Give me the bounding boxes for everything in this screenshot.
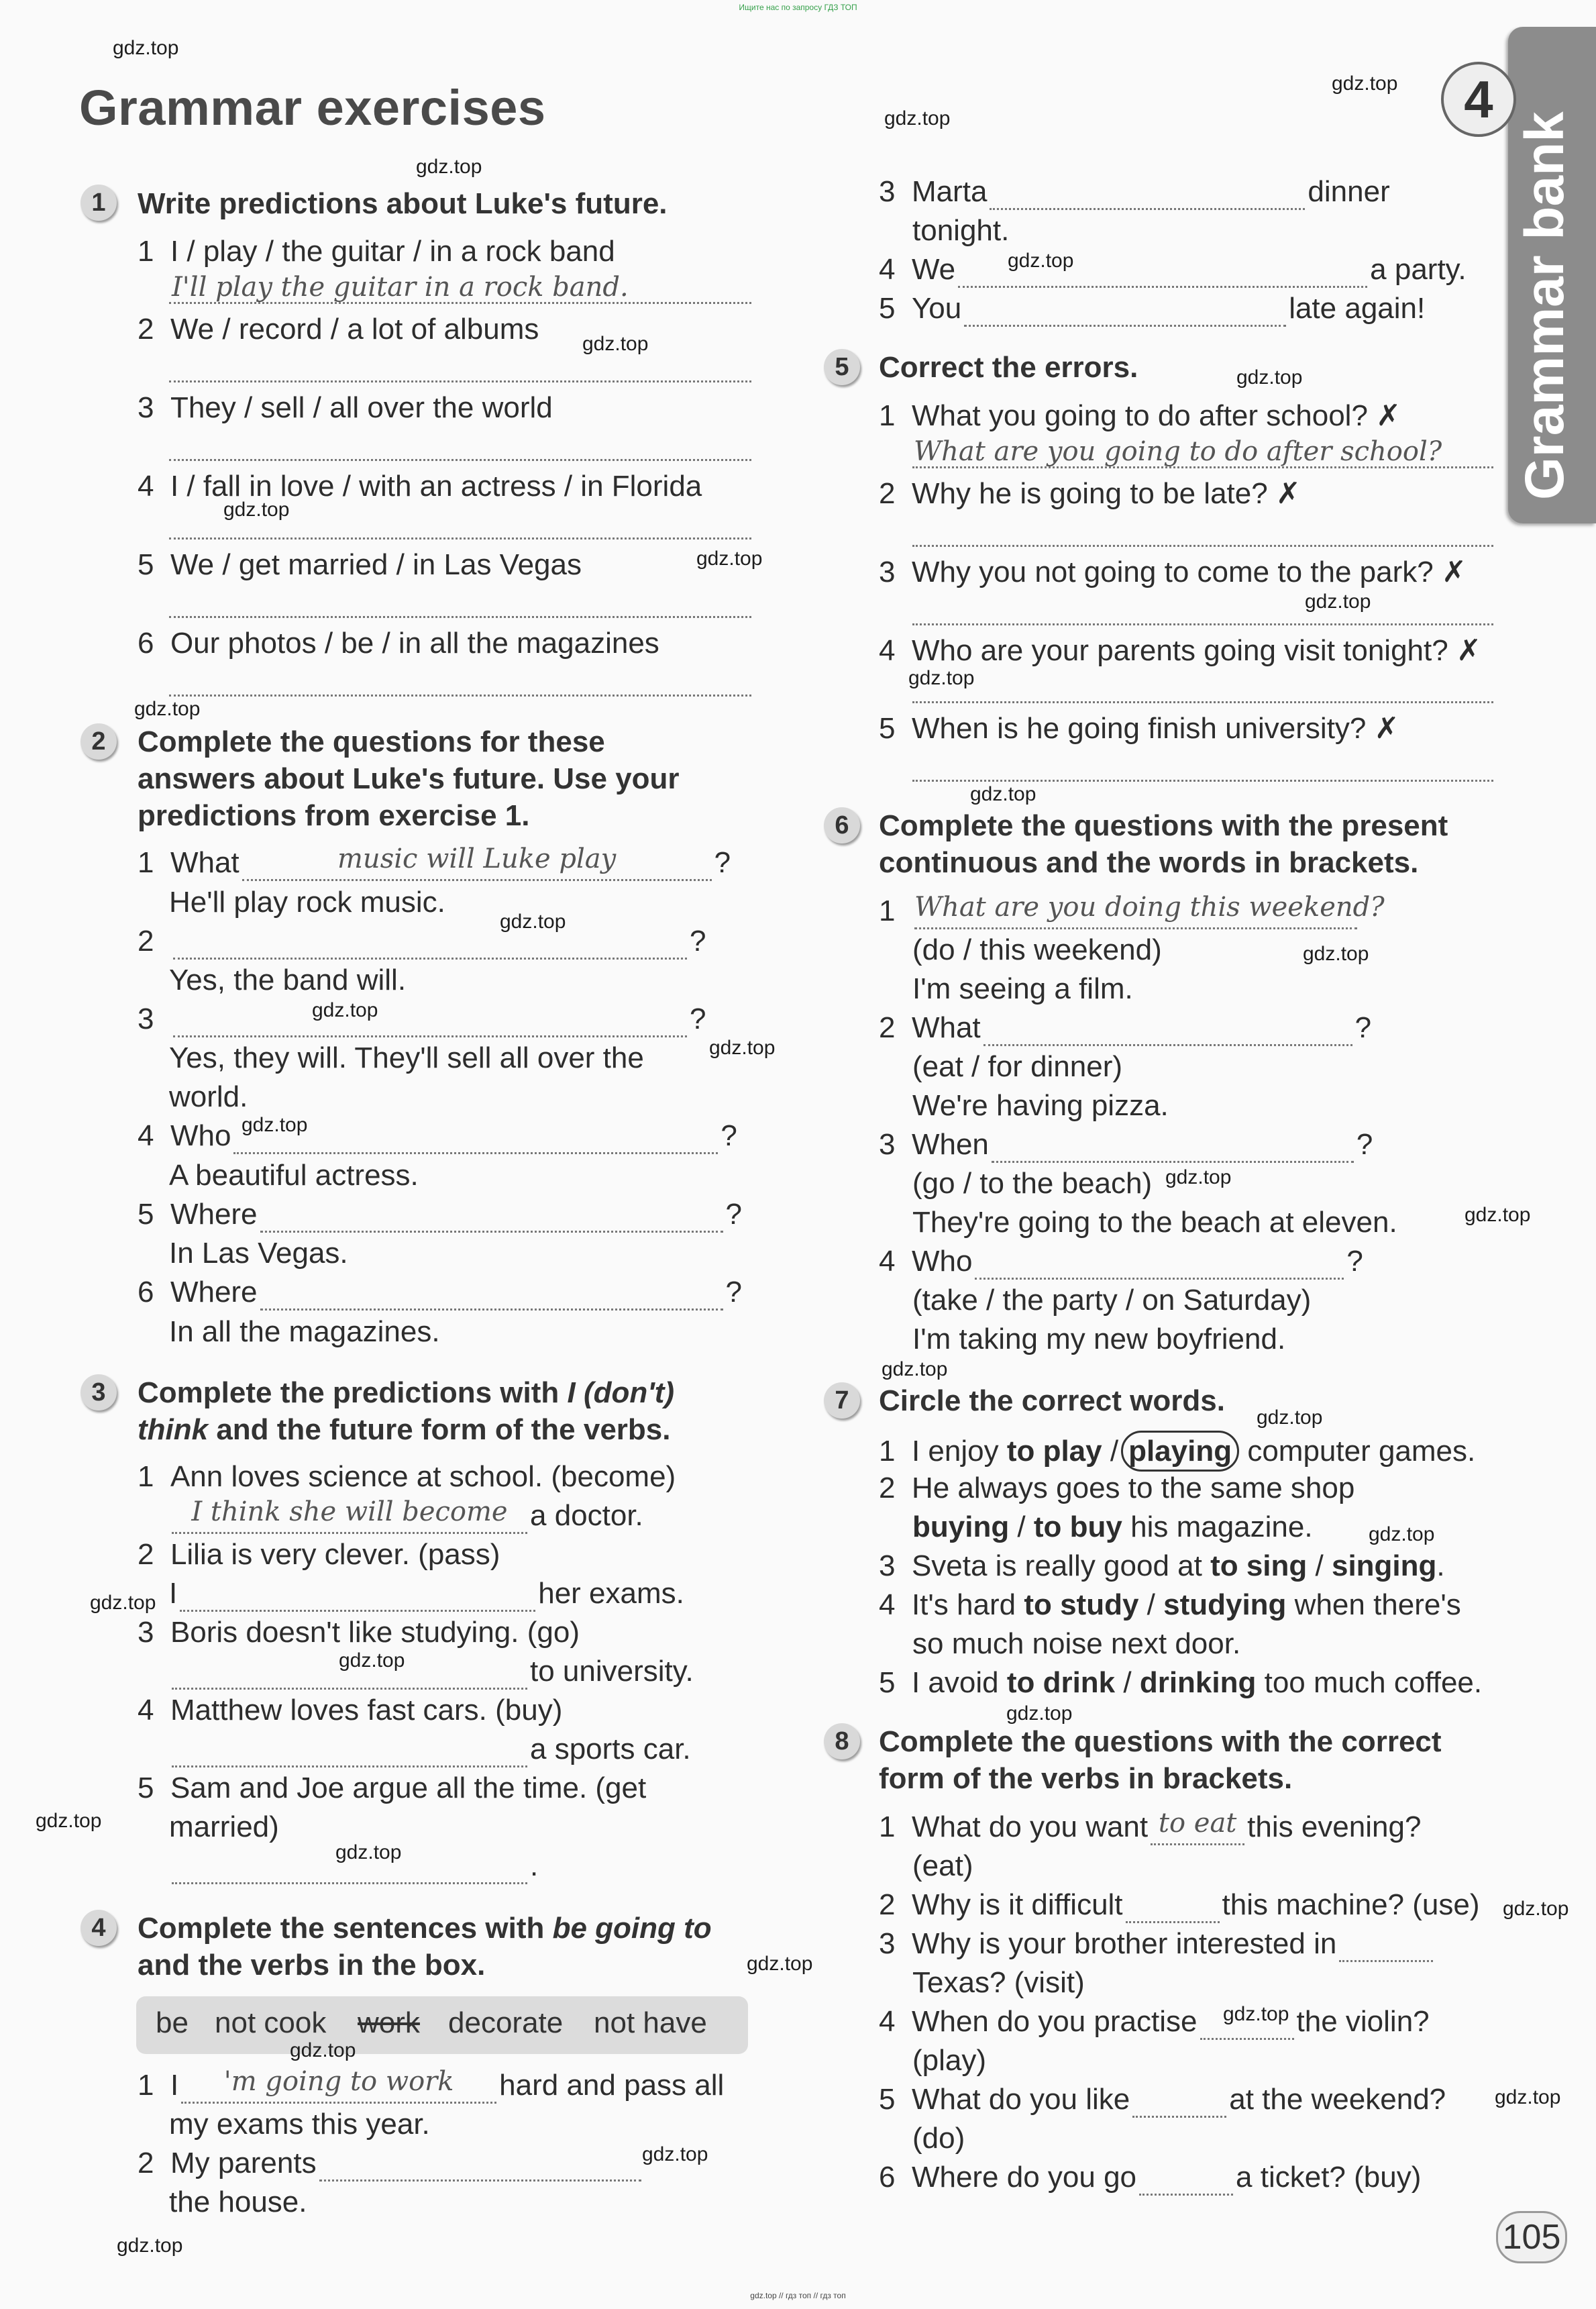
answer-line[interactable] bbox=[172, 1739, 527, 1767]
ex8-verb-1: (eat) bbox=[912, 1849, 973, 1882]
answer-line[interactable] bbox=[169, 536, 751, 540]
watermark: gdz.top bbox=[1369, 1523, 1435, 1545]
ex8-answer-1: to eat bbox=[1158, 1808, 1237, 1839]
option[interactable]: singing bbox=[1331, 1549, 1437, 1582]
bottom-note: gdz.top // гдз топ // гдз топ bbox=[750, 2291, 846, 2300]
ex7-item-5: 5 I avoid to drink / drinking too much coffee. bbox=[879, 1666, 1483, 1699]
ex3-answer-row-3: to university. bbox=[169, 1653, 694, 1690]
ex2-item-3: 3 ? bbox=[138, 1000, 706, 1037]
option[interactable]: to drink bbox=[1006, 1666, 1116, 1699]
ex4-item-2: 2 My parents bbox=[138, 2145, 644, 2182]
watermark: gdz.top bbox=[696, 548, 763, 570]
watermark: gdz.top bbox=[500, 911, 566, 933]
ex6-answer-1: What are you doing this weekend? bbox=[914, 892, 1385, 923]
watermark: gdz.top bbox=[1006, 1702, 1073, 1725]
ex2-answer-1: music will Luke play bbox=[337, 843, 617, 874]
ex4-heading-line2: and the verbs in the box. bbox=[138, 1949, 486, 1982]
ex2-item-5: 5 Where ? bbox=[138, 1196, 742, 1233]
watermark: gdz.top bbox=[709, 1037, 776, 1059]
watermark: gdz.top bbox=[242, 1114, 308, 1136]
option[interactable]: to buy bbox=[1033, 1510, 1122, 1543]
ex7-item-1: 1 I enjoy to play / playing computer games. bbox=[879, 1431, 1475, 1472]
ex1-item-3: 3 They / sell / all over the world bbox=[138, 391, 553, 424]
option[interactable]: to sing bbox=[1210, 1549, 1308, 1582]
ex7-heading: Circle the correct words. bbox=[879, 1384, 1225, 1417]
watermark: gdz.top bbox=[339, 1649, 405, 1672]
ex1-item-6: 6 Our photos / be / in all the magazines bbox=[138, 627, 659, 660]
ex8-item-6: 6 Where do you go a ticket? (buy) bbox=[879, 2159, 1421, 2196]
ex6-number: 6 bbox=[824, 807, 860, 843]
answer-line[interactable] bbox=[992, 1134, 1354, 1163]
unit-number-badge: 4 bbox=[1441, 62, 1516, 137]
option[interactable]: to play bbox=[1006, 1435, 1102, 1468]
watermark: gdz.top bbox=[1223, 2003, 1289, 2025]
ex3-answer-row-4: a sports car. bbox=[169, 1731, 691, 1767]
answer-line[interactable] bbox=[1139, 2167, 1233, 2196]
answer-line[interactable] bbox=[173, 1009, 687, 1037]
ex7-item-3: 3 Sveta is really good at to sing / singing. bbox=[879, 1549, 1445, 1582]
answer-line[interactable] bbox=[912, 778, 1493, 782]
watermark: gdz.top bbox=[1008, 250, 1074, 272]
ex8-heading-line1: Complete the questions with the correct bbox=[879, 1725, 1442, 1758]
ex4-answer-1: 'm going to work bbox=[223, 2066, 454, 2097]
ex6-reply-1: I'm seeing a film. bbox=[912, 972, 1133, 1005]
ex6-hint-3: (go / to the beach) bbox=[912, 1167, 1153, 1200]
ex2-heading-line3: predictions from exercise 1. bbox=[138, 799, 530, 832]
ex8-heading-line2: form of the verbs in brackets. bbox=[879, 1762, 1293, 1795]
ex2-reply-4: A beautiful actress. bbox=[169, 1159, 419, 1192]
ex6-reply-4: I'm taking my new boyfriend. bbox=[912, 1323, 1286, 1355]
answer-line[interactable] bbox=[964, 298, 1286, 327]
ex2-reply-1: He'll play rock music. bbox=[169, 886, 445, 919]
ex8-verb-3: Texas? (visit) bbox=[912, 1966, 1085, 1999]
ex6-heading-line1: Complete the questions with the present bbox=[879, 809, 1448, 842]
watermark: gdz.top bbox=[1165, 1166, 1232, 1188]
answer-line[interactable] bbox=[169, 458, 751, 461]
ex1-answer-1: I'll play the guitar in a rock band. bbox=[172, 272, 629, 303]
ex3-heading-line2: think and the future form of the verbs. bbox=[138, 1413, 671, 1446]
ex7-number: 7 bbox=[824, 1382, 860, 1419]
ex4-item-4: 4 We a party. bbox=[879, 251, 1467, 288]
ex3-number: 3 bbox=[81, 1374, 117, 1410]
ex3-item-4: 4 Matthew loves fast cars. (buy) bbox=[138, 1694, 563, 1727]
word-box-item-used: work bbox=[358, 2006, 420, 2039]
ex8-item-4: 4 When do you practise the violin? bbox=[879, 2003, 1430, 2040]
watermark: gdz.top bbox=[970, 783, 1036, 805]
ex7-item-4: 4 It's hard to study / studying when there's bbox=[879, 1588, 1461, 1621]
answer-line[interactable] bbox=[180, 1583, 535, 1612]
watermark: gdz.top bbox=[1495, 2086, 1561, 2108]
answer-line[interactable] bbox=[169, 615, 751, 618]
ex1-item-1: 1 I / play / the guitar / in a rock band bbox=[138, 235, 615, 268]
watermark: gdz.top bbox=[882, 1358, 948, 1380]
ex4-item-5: 5 You late again! bbox=[879, 290, 1425, 327]
ex8-number: 8 bbox=[824, 1723, 860, 1759]
ex5-item-4: 4 Who are your parents going visit tonight? ✗ bbox=[879, 634, 1481, 667]
ex6-item-1: 1 What are you doing this weekend? bbox=[879, 892, 1360, 929]
page-number: 105 bbox=[1496, 2211, 1567, 2263]
ex3-answer-1: I think she will become bbox=[191, 1496, 508, 1527]
ex2-heading-line2: answers about Luke's future. Use your bbox=[138, 762, 680, 795]
ex5-heading: Correct the errors. bbox=[879, 351, 1138, 384]
ex4-number: 4 bbox=[81, 1910, 117, 1946]
watermark: gdz.top bbox=[747, 1953, 813, 1975]
ex5-item-5: 5 When is he going finish university? ✗ bbox=[879, 712, 1399, 745]
watermark: gdz.top bbox=[134, 698, 201, 720]
answer-line[interactable] bbox=[912, 700, 1493, 703]
watermark: gdz.top bbox=[1332, 72, 1398, 95]
watermark: gdz.top bbox=[335, 1841, 402, 1863]
ex6-hint-2: (eat / for dinner) bbox=[912, 1050, 1123, 1083]
ex5-item-3: 3 Why you not going to come to the park? ✗ bbox=[879, 556, 1467, 588]
ex5-answer-1: What are you going to do after school? bbox=[914, 436, 1442, 467]
ex6-reply-3: They're going to the beach at eleven. bbox=[912, 1206, 1397, 1239]
watermark: gdz.top bbox=[113, 37, 179, 59]
ex4-item-3-cont: tonight. bbox=[912, 214, 1010, 247]
watermark: gdz.top bbox=[416, 156, 482, 178]
ex2-item-6: 6 Where ? bbox=[138, 1274, 742, 1311]
ex3-item-5-cont: married) bbox=[169, 1810, 279, 1843]
ex3-answer-row-5: . bbox=[169, 1847, 538, 1884]
answer-line[interactable] bbox=[260, 1282, 723, 1311]
ex1-heading: Write predictions about Luke's future. bbox=[138, 187, 668, 220]
tab-label: Grammar bank bbox=[1514, 111, 1575, 500]
answer-line[interactable] bbox=[912, 544, 1493, 547]
ex8-item-5: 5 What do you like at the weekend? bbox=[879, 2081, 1446, 2118]
ex6-item-4: 4 Who ? bbox=[879, 1243, 1363, 1280]
word-box-item: decorate bbox=[448, 2006, 564, 2039]
watermark: gdz.top bbox=[1503, 1898, 1569, 1920]
answer-line[interactable] bbox=[1339, 1933, 1433, 1962]
ex3-answer-row-2: I her exams. bbox=[169, 1575, 684, 1612]
ex3-item-2: 2 Lilia is very clever. (pass) bbox=[138, 1538, 500, 1571]
ex6-heading-line2: continuous and the words in brackets. bbox=[879, 846, 1419, 879]
ex4-item-1-cont: my exams this year. bbox=[169, 2108, 430, 2141]
ex1-item-2: 2 We / record / a lot of albums bbox=[138, 313, 539, 346]
answer-line[interactable] bbox=[975, 1251, 1344, 1280]
ex5-item-2: 2 Why he is going to be late? ✗ bbox=[879, 477, 1301, 510]
ex2-reply-6: In all the magazines. bbox=[169, 1315, 440, 1348]
ex5-item-1: 1 What you going to do after school? ✗ bbox=[879, 399, 1401, 432]
ex8-item-2: 2 Why is it difficult this machine? (use) bbox=[879, 1886, 1480, 1923]
ex8-verb-4: (play) bbox=[912, 2044, 987, 2077]
top-note: Ищите нас по запросу ГДЗ ТОП bbox=[739, 3, 857, 12]
answer-line[interactable] bbox=[260, 1204, 723, 1233]
watermark: gdz.top bbox=[1257, 1406, 1323, 1429]
option[interactable]: buying bbox=[912, 1510, 1010, 1543]
ex4-heading-line1: Complete the sentences with be going to bbox=[138, 1912, 712, 1945]
ex3-heading-line1: Complete the predictions with I (don't) bbox=[138, 1376, 674, 1409]
ex4-item-2-cont: the house. bbox=[169, 2186, 307, 2218]
answer-line[interactable] bbox=[983, 1017, 1352, 1046]
option[interactable]: drinking bbox=[1139, 1666, 1257, 1699]
ex8-verb-5: (do) bbox=[912, 2122, 965, 2155]
ex8-item-1: 1 What do you want to eat this evening? bbox=[879, 1808, 1421, 1845]
watermark: gdz.top bbox=[36, 1810, 102, 1832]
watermark: gdz.top bbox=[1305, 591, 1371, 613]
ex7-item-2-cont: buying / to buy his magazine. bbox=[912, 1510, 1313, 1543]
answer-line[interactable] bbox=[1132, 2089, 1226, 2118]
ex2-item-1: 1 What music will Luke play ? bbox=[138, 844, 731, 881]
ex2-reply-3: Yes, they will. They'll sell all over the bbox=[169, 1041, 644, 1074]
watermark: gdz.top bbox=[1303, 943, 1369, 965]
ex4-item-3: 3 Marta dinner bbox=[879, 173, 1390, 210]
word-box-item: be bbox=[156, 2006, 189, 2039]
ex2-item-2: 2 ? bbox=[138, 923, 706, 960]
watermark: gdz.top bbox=[884, 107, 951, 130]
ex3-item-1: 1 Ann loves science at school. (become) bbox=[138, 1460, 676, 1493]
ex3-item-5: 5 Sam and Joe argue all the time. (get bbox=[138, 1772, 647, 1804]
answer-line[interactable] bbox=[169, 693, 751, 697]
watermark: gdz.top bbox=[1236, 366, 1303, 389]
ex2-reply-3b: world. bbox=[169, 1080, 248, 1113]
ex6-item-3: 3 When ? bbox=[879, 1126, 1373, 1163]
ex4-item-1: 1 I 'm going to work hard and pass all bbox=[138, 2067, 724, 2104]
option-circled[interactable]: playing bbox=[1121, 1431, 1239, 1472]
page-title: Grammar exercises bbox=[79, 80, 546, 136]
ex6-reply-2: We're having pizza. bbox=[912, 1089, 1169, 1122]
answer-line[interactable] bbox=[169, 379, 751, 382]
option[interactable]: studying bbox=[1163, 1588, 1287, 1621]
answer-line[interactable] bbox=[912, 622, 1493, 625]
watermark: gdz.top bbox=[312, 999, 378, 1021]
ex2-item-4: 4 Who ? bbox=[138, 1117, 737, 1154]
watermark: gdz.top bbox=[117, 2235, 183, 2257]
ex3-answer-row-1: I think she will become a doctor. bbox=[169, 1497, 643, 1534]
ex2-heading-line1: Complete the questions for these bbox=[138, 725, 605, 758]
ex7-item-4-cont: so much noise next door. bbox=[912, 1627, 1241, 1660]
ex1-number: 1 bbox=[81, 185, 117, 221]
ex6-item-2: 2 What ? bbox=[879, 1009, 1371, 1046]
ex2-reply-2: Yes, the band will. bbox=[169, 964, 407, 996]
ex3-item-3: 3 Boris doesn't like studying. (go) bbox=[138, 1616, 580, 1649]
watermark: gdz.top bbox=[223, 499, 290, 521]
ex8-item-3: 3 Why is your brother interested in bbox=[879, 1925, 1436, 1962]
option[interactable]: to study bbox=[1024, 1588, 1139, 1621]
answer-line[interactable] bbox=[1126, 1894, 1220, 1923]
watermark: gdz.top bbox=[90, 1592, 156, 1614]
word-box-item: not cook bbox=[215, 2006, 327, 2039]
ex1-item-5: 5 We / get married / in Las Vegas bbox=[138, 548, 582, 581]
watermark: gdz.top bbox=[1465, 1204, 1531, 1226]
word-box-item: not have bbox=[594, 2006, 707, 2039]
ex7-item-2: 2 He always goes to the same shop bbox=[879, 1472, 1355, 1504]
ex2-number: 2 bbox=[81, 723, 117, 760]
ex6-hint-4: (take / the party / on Saturday) bbox=[912, 1284, 1312, 1317]
ex5-number: 5 bbox=[824, 349, 860, 385]
ex1-item-4: 4 I / fall in love / with an actress / in Florida bbox=[138, 470, 702, 503]
watermark: gdz.top bbox=[582, 333, 649, 355]
answer-line[interactable] bbox=[173, 931, 687, 960]
answer-line[interactable] bbox=[990, 181, 1305, 210]
watermark: gdz.top bbox=[290, 2039, 356, 2061]
ex2-reply-5: In Las Vegas. bbox=[169, 1237, 348, 1270]
watermark: gdz.top bbox=[908, 667, 975, 689]
ex6-hint-1: (do / this weekend) bbox=[912, 933, 1162, 966]
watermark: gdz.top bbox=[642, 2143, 708, 2165]
answer-line[interactable] bbox=[319, 2153, 641, 2182]
